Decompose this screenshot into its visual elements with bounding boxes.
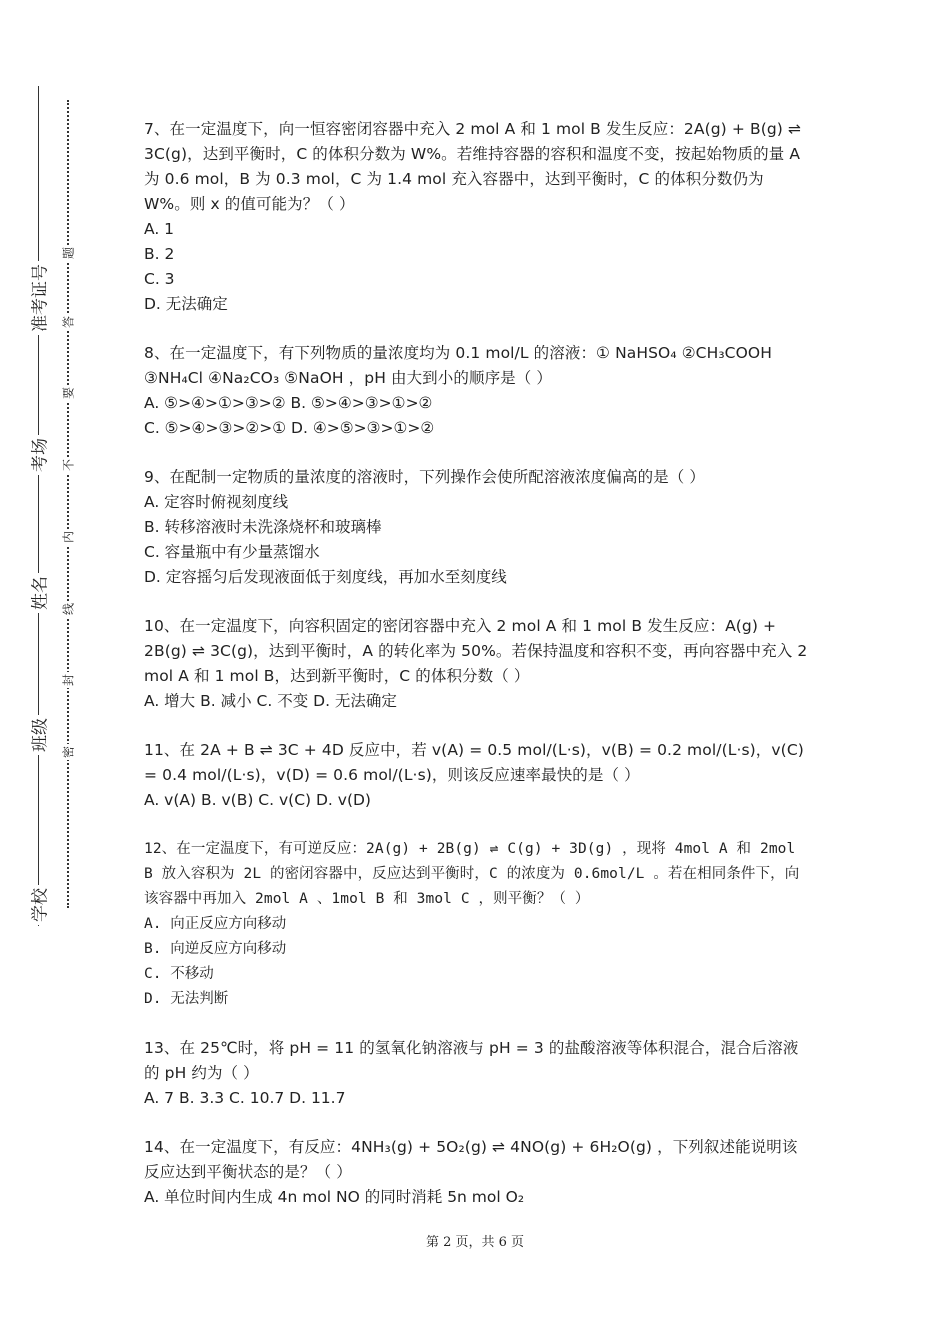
seal-char: 不 bbox=[61, 458, 76, 472]
binding-margin bbox=[0, 0, 110, 1344]
seal-char: 密 bbox=[61, 745, 76, 759]
seal-char: 封 bbox=[61, 673, 76, 687]
question-text: 14、在一定温度下，有反应：4NH₃(g) + 5O₂(g) ⇌ 4NO(g) + 6H₂O(g) ，下列叙述能说明该反应达到平衡状态的是？（ ） bbox=[144, 1138, 798, 1181]
field-school: 学校 bbox=[22, 893, 54, 918]
question-list bbox=[144, 117, 810, 1234]
seal-dotted-line bbox=[67, 100, 69, 908]
field-name: 姓名 bbox=[22, 581, 54, 606]
option: A. 单位时间内生成 4n mol NO 的同时消耗 5n mol O₂ bbox=[144, 1188, 525, 1206]
question-text: 12、在一定温度下，有可逆反应：2A(g) + 2B(g) ⇌ C(g) + 3D(g) ，现将 4mol A 和 2mol B 放入容积为 2L 的密闭容器中，反应达到平衡时，C 的浓度为 0.6mol/L 。若在相同条件下，向该容器中再加入 2mol A 、1mol B 和 3mol C ，则平衡？（ ） bbox=[144, 841, 800, 907]
question-text: 9、在配制一定物质的量浓度的溶液时，下列操作会使所配溶液浓度偏高的是（ ） bbox=[144, 468, 705, 486]
option: A. 定容时俯视刻度线 bbox=[144, 493, 289, 511]
seal-char: 答 bbox=[61, 315, 76, 329]
option: A. 增大 B. 减小 C. 不变 D. 无法确定 bbox=[144, 692, 397, 710]
option: A. 1 bbox=[144, 220, 175, 238]
option: C. ⑤>④>③>②>① D. ④>⑤>③>①>② bbox=[144, 419, 435, 437]
option: B. 转移溶液时未洗涤烧杯和玻璃棒 bbox=[144, 518, 382, 536]
question-13 bbox=[144, 1036, 810, 1111]
seal-char: 题 bbox=[61, 246, 76, 260]
binding-solid-line bbox=[38, 86, 39, 926]
option: A. 7 B. 3.3 C. 10.7 D. 11.7 bbox=[144, 1089, 346, 1107]
option: D. 定容摇匀后发现液面低于刻度线，再加水至刻度线 bbox=[144, 568, 507, 586]
question-10 bbox=[144, 614, 810, 714]
question-14 bbox=[144, 1135, 810, 1210]
question-text: 8、在一定温度下，有下列物质的量浓度均为 0.1 mol/L 的溶液：① NaHSO₄ ②CH₃COOH ③NH₄Cl ④Na₂CO₃ ⑤NaOH ，pH 由大到小的顺序是（ ） bbox=[144, 344, 772, 387]
question-text: 7、在一定温度下，向一恒容密闭容器中充入 2 mol A 和 1 mol B 发生反应：2A(g) + B(g) ⇌ 3C(g)，达到平衡时，C 的体积分数为 W%。若维持容器的容积和温度不变，按起始物质的量 A 为 0.6 mol，B 为 0.3 mol，C 为 1.4 mol 充入容器中，达到平衡时，C 的体积分数仍为 W%。则 x 的值可能为？（ ） bbox=[144, 120, 802, 213]
seal-char: 内 bbox=[61, 530, 76, 544]
option: D. 无法确定 bbox=[144, 295, 228, 313]
field-exam-room: 考场 bbox=[22, 443, 54, 468]
question-11 bbox=[144, 738, 810, 813]
question-8 bbox=[144, 341, 810, 441]
option: B. 向逆反应方向移动 bbox=[144, 941, 287, 957]
question-9 bbox=[144, 465, 810, 590]
option: A. v(A) B. v(B) C. v(C) D. v(D) bbox=[144, 791, 371, 809]
option: A. 向正反应方向移动 bbox=[144, 916, 287, 932]
question-7 bbox=[144, 117, 810, 317]
option: B. 2 bbox=[144, 245, 175, 263]
field-class: 班级 bbox=[22, 723, 54, 748]
option: D. 无法判断 bbox=[144, 991, 229, 1007]
option: C. 3 bbox=[144, 270, 175, 288]
page-footer: 第 2 页，共 6 页 bbox=[425, 1235, 525, 1250]
option: C. 不移动 bbox=[144, 966, 214, 982]
option: A. ⑤>④>①>③>② B. ⑤>④>③>①>② bbox=[144, 394, 433, 412]
option: C. 容量瓶中有少量蒸馏水 bbox=[144, 543, 320, 561]
question-12 bbox=[144, 837, 810, 1012]
question-text: 10、在一定温度下，向容积固定的密闭容器中充入 2 mol A 和 1 mol B 发生反应：A(g) + 2B(g) ⇌ 3C(g)，达到平衡时，A 的转化率为 50%。若保持温度和容积不变，再向容器中充入 2 mol A 和 1 mol B，达到新平衡时，C 的体积分数（ ） bbox=[144, 617, 808, 685]
question-text: 11、在 2A + B ⇌ 3C + 4D 反应中，若 v(A) = 0.5 mol/(L·s)，v(B) = 0.2 mol/(L·s)，v(C) = 0.4 mol/(L·s)，v(D) = 0.6 mol/(L·s)，则该反应速率最快的是（ ） bbox=[144, 741, 804, 784]
seal-char: 线 bbox=[61, 602, 76, 616]
seal-char: 要 bbox=[61, 386, 76, 400]
field-exam-number: 准考证号 bbox=[22, 286, 54, 311]
question-text: 13、在 25℃时，将 pH = 11 的氢氧化钠溶液与 pH = 3 的盐酸溶液等体积混合，混合后溶液的 pH 约为（ ） bbox=[144, 1039, 799, 1082]
